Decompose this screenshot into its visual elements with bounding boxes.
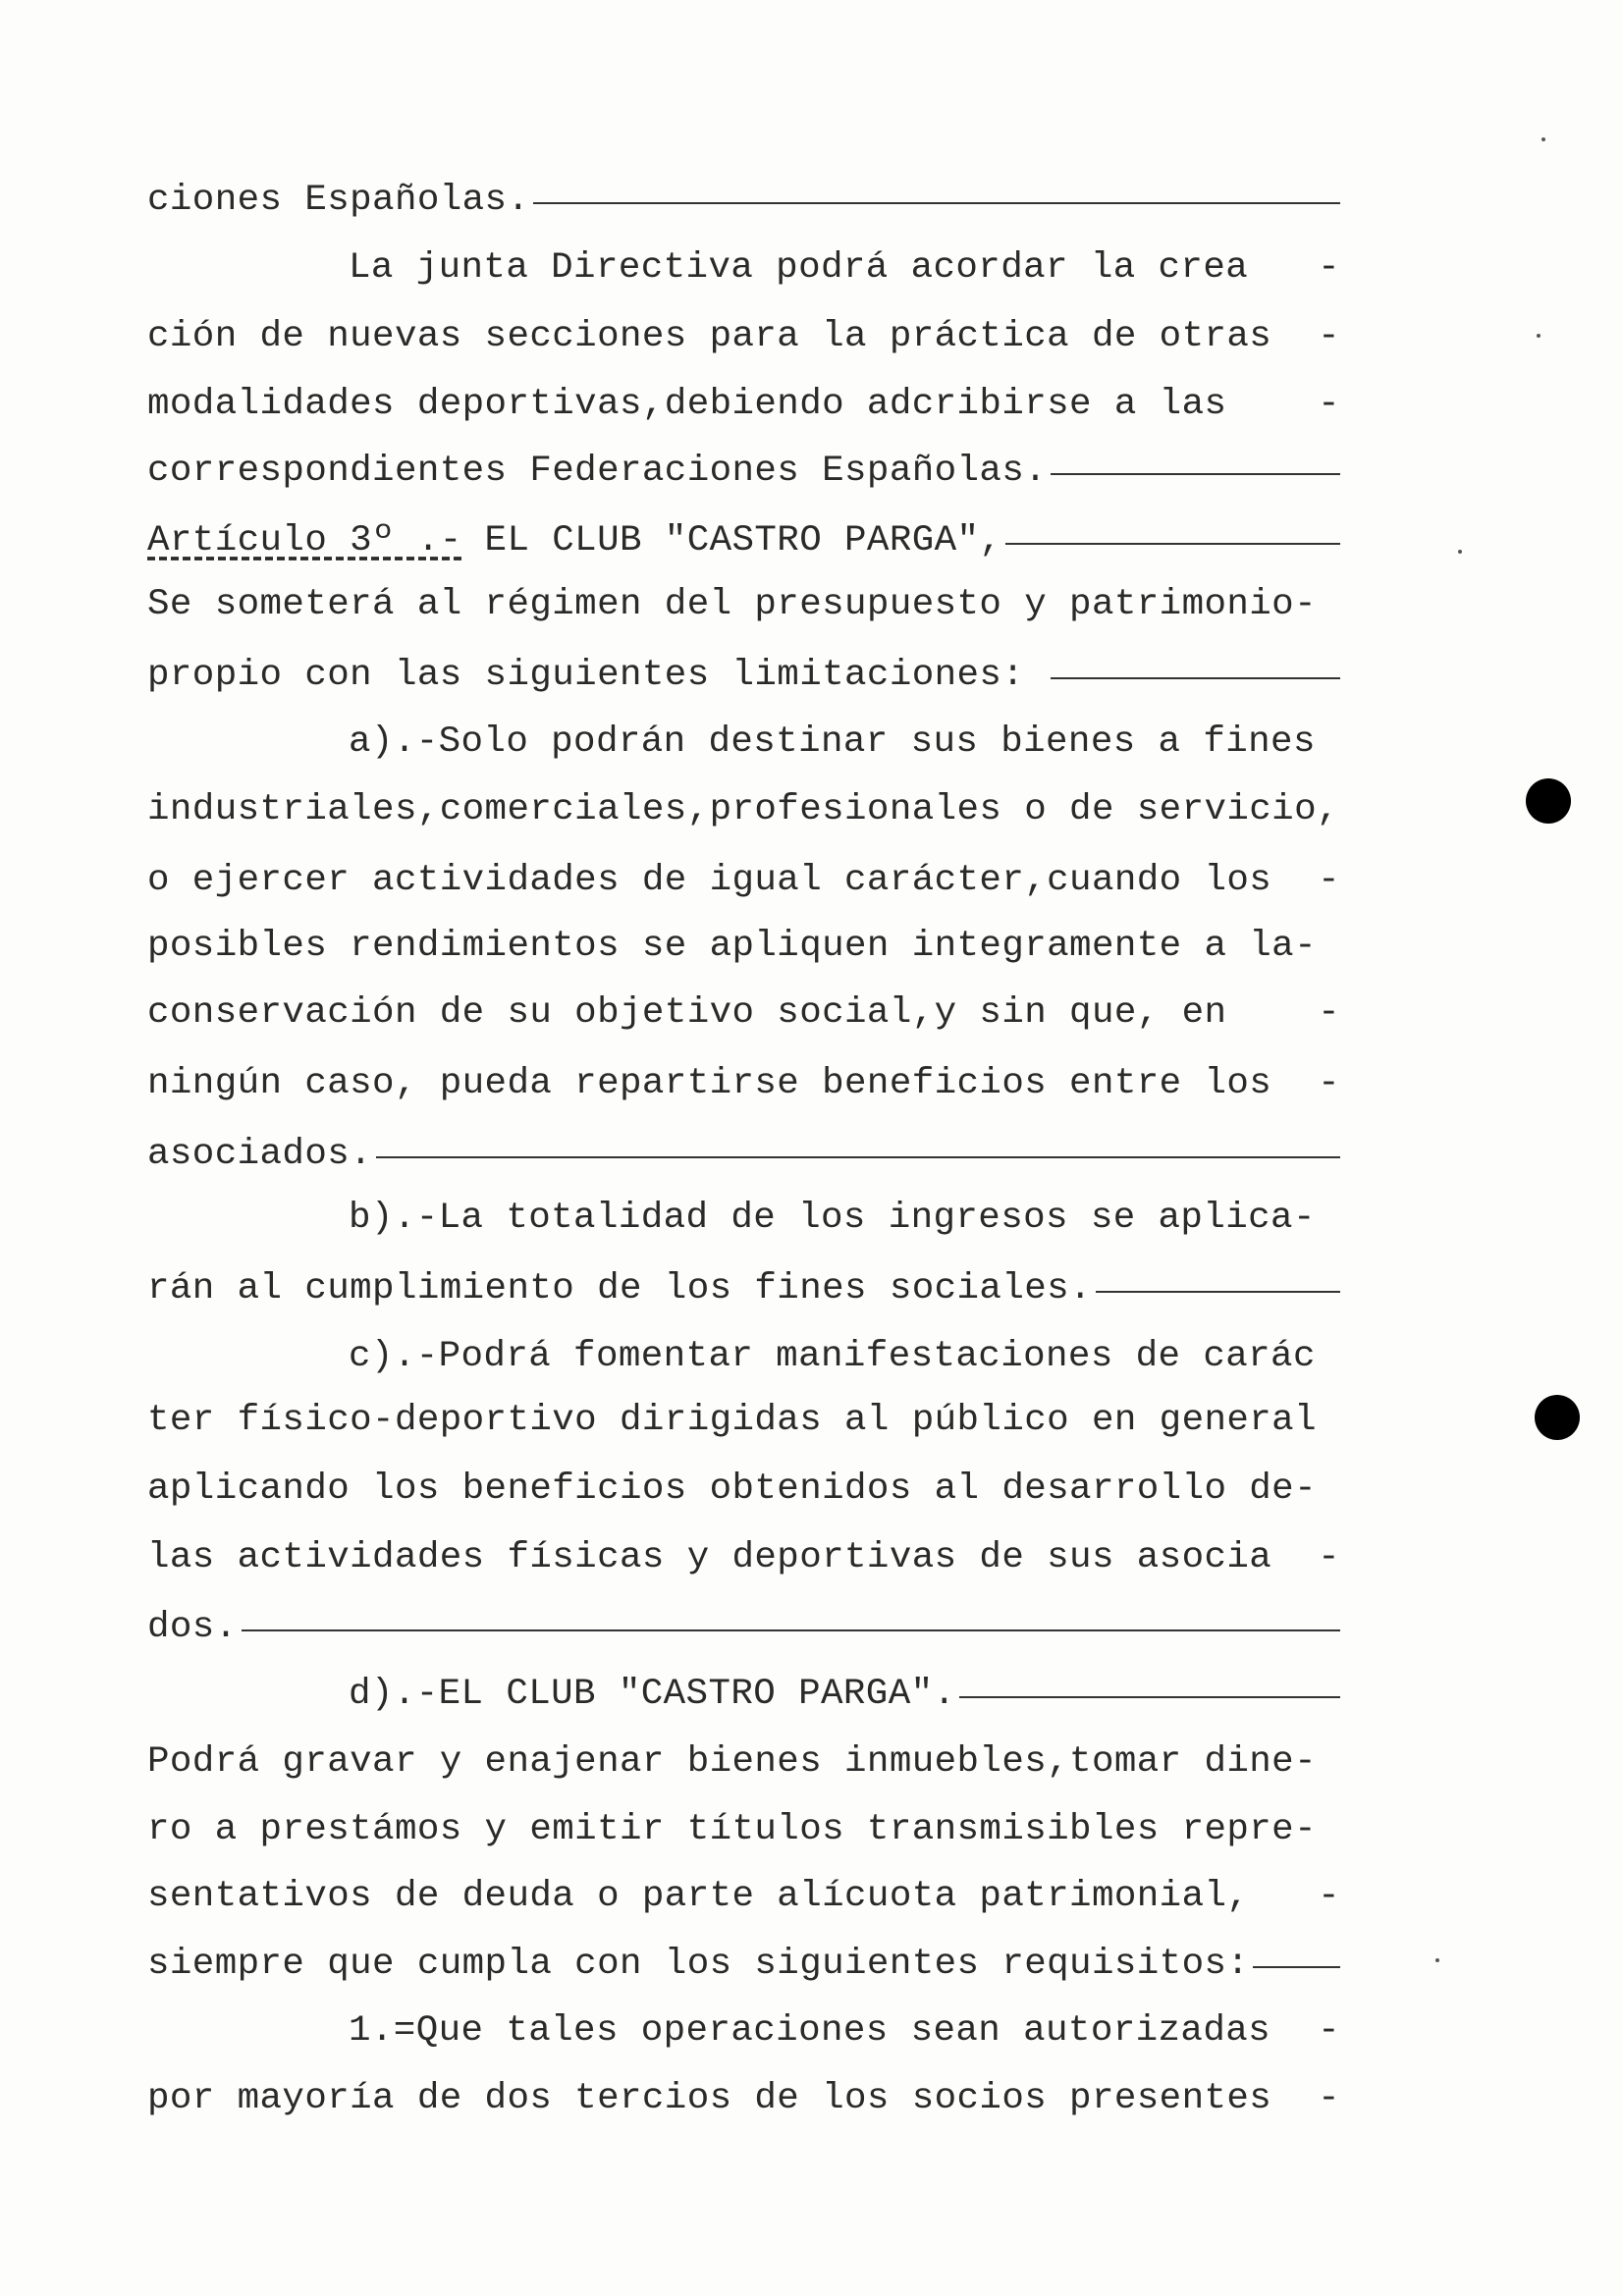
- text-line: [147, 2074, 1340, 2123]
- punch-hole-mark: [1526, 778, 1571, 824]
- line-text: siempre que cumpla con los siguientes requisitos:: [147, 1943, 1250, 1985]
- line-text: ningún caso, pueda repartirse beneficios entre los: [147, 1063, 1272, 1105]
- line-continuation-hyphen: -: [1318, 859, 1340, 901]
- line-text: propio con las siguientes limitaciones:: [147, 654, 1048, 696]
- line-text: Se someterá al régimen del presupuesto y patrimonio-: [147, 584, 1317, 626]
- line-text: rán al cumplimiento de los fines sociales.: [147, 1267, 1092, 1309]
- text-line: [147, 1805, 1340, 1854]
- line-text: aplicando los beneficios obtenidos al desarrollo de-: [147, 1468, 1317, 1511]
- text-line: [147, 1872, 1340, 1921]
- fill-rule: [1051, 473, 1340, 475]
- text-line: [147, 312, 1340, 361]
- fill-rule: [242, 1629, 1340, 1631]
- speck: [1435, 1958, 1439, 1962]
- fill-rule: [1005, 543, 1340, 545]
- fill-rule: [1051, 677, 1340, 679]
- line-text: a).-Solo podrán destinar sus bienes a fines: [349, 721, 1316, 764]
- text-line: [147, 785, 1340, 834]
- text-line: [349, 718, 1340, 767]
- fill-rule: [533, 202, 1340, 204]
- speck: [1541, 137, 1545, 141]
- text-line: [147, 1603, 1340, 1652]
- line-text: correspondientes Federaciones Españolas.: [147, 451, 1048, 493]
- text-line: [147, 176, 1340, 225]
- line-continuation-hyphen: -: [1318, 1063, 1340, 1105]
- line-text: ción de nuevas secciones para la práctica de otras: [147, 316, 1272, 358]
- text-line: [349, 1670, 1340, 1719]
- line-continuation-hyphen: -: [1318, 1876, 1340, 1918]
- line-continuation-hyphen: -: [1318, 383, 1340, 425]
- line-continuation-hyphen: -: [1318, 992, 1340, 1035]
- text-line: [147, 1465, 1340, 1514]
- line-text: modalidades deportivas,debiendo adcribirse a las: [147, 383, 1227, 425]
- line-text: c).-Podrá fomentar manifestaciones de carác: [349, 1335, 1316, 1377]
- line-text: La junta Directiva podrá acordar la crea: [349, 247, 1249, 290]
- text-line: [147, 856, 1340, 905]
- text-line: [349, 1332, 1340, 1381]
- line-text: b).-La totalidad de los ingresos se aplica-: [349, 1198, 1316, 1240]
- line-text: industriales,comerciales,profesionales o de servicio,: [147, 789, 1339, 831]
- fill-rule: [959, 1696, 1340, 1698]
- text-line: [349, 2006, 1340, 2056]
- line-text: Podrá gravar y enajenar bienes inmuebles,tomar dine-: [147, 1740, 1317, 1783]
- text-line: [147, 922, 1340, 971]
- text-line: [147, 1396, 1340, 1445]
- line-text: posibles rendimientos se apliquen integramente a la-: [147, 925, 1317, 967]
- speck: [1458, 550, 1462, 554]
- text-line: [147, 580, 1340, 629]
- text-line: [147, 380, 1340, 429]
- line-text: por mayoría de dos tercios de los socios presentes: [147, 2078, 1272, 2120]
- line-text: las actividades físicas y deportivas de sus asocia: [147, 1537, 1272, 1579]
- line-continuation-hyphen: -: [1318, 316, 1340, 358]
- line-text: ro a prestámos y emitir títulos transmisibles repre-: [147, 1808, 1317, 1850]
- line-text: dos.: [147, 1606, 238, 1648]
- speck: [1537, 334, 1541, 338]
- line-text: ciones Españolas.: [147, 180, 530, 222]
- line-continuation-hyphen: -: [1318, 2010, 1340, 2053]
- text-line: [349, 1194, 1340, 1243]
- line-text: sentativos de deuda o parte alícuota patrimonial,: [147, 1876, 1250, 1918]
- line-text: conservación de su objetivo social,y sin que, en: [147, 992, 1227, 1035]
- line-text: o ejercer actividades de igual carácter,cuando los: [147, 859, 1272, 901]
- line-text: asociados.: [147, 1133, 373, 1175]
- text-line: [147, 447, 1340, 496]
- line-text: d).-EL CLUB "CASTRO PARGA".: [349, 1674, 956, 1716]
- line-text: 1.=Que tales operaciones sean autorizadas: [349, 2010, 1271, 2053]
- fill-rule: [376, 1156, 1340, 1158]
- text-line: [147, 651, 1340, 700]
- line-continuation-hyphen: -: [1318, 2078, 1340, 2120]
- text-line: [147, 1264, 1340, 1313]
- text-line: [147, 988, 1340, 1038]
- punch-hole-mark: [1535, 1395, 1580, 1440]
- text-line: [147, 1737, 1340, 1787]
- fill-rule: [1096, 1291, 1340, 1293]
- text-line: [147, 516, 1340, 565]
- article-heading: Artículo 3º .-: [147, 519, 462, 561]
- text-line: [147, 1940, 1340, 1989]
- line-continuation-hyphen: -: [1318, 1537, 1340, 1579]
- text-line: [349, 243, 1340, 293]
- text-line: [147, 1130, 1340, 1179]
- text-line: [147, 1059, 1340, 1108]
- club-name: EL CLUB "CASTRO PARGA",: [461, 519, 1002, 561]
- fill-rule: [1253, 1966, 1340, 1968]
- text-line: [147, 1533, 1340, 1582]
- line-continuation-hyphen: -: [1318, 247, 1340, 290]
- line-text: ter físico-deportivo dirigidas al público en general: [147, 1400, 1317, 1442]
